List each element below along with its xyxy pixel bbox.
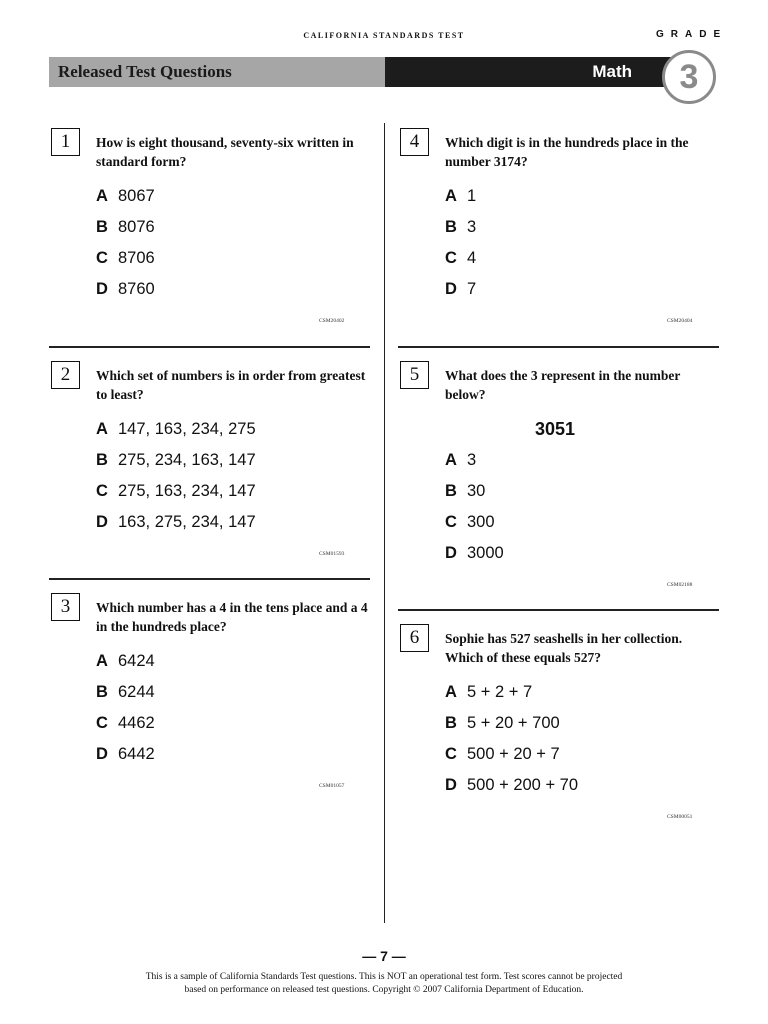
choice-letter: A [445, 187, 457, 205]
choice-text: 8067 [118, 187, 155, 205]
choice-a[interactable] [96, 652, 155, 671]
choice-text: 500 + 200 + 70 [467, 776, 579, 794]
choice-d[interactable] [96, 745, 155, 764]
choice-text: 300 [467, 513, 495, 531]
question-text: Which digit is in the hundreds place in the number 3174? [445, 135, 689, 169]
choice-letter: B [445, 482, 457, 500]
choice-letter: D [445, 544, 457, 562]
choice-a[interactable] [445, 187, 476, 206]
choice-text: 8760 [118, 280, 155, 298]
subject-label: Math [592, 62, 632, 81]
choice-b[interactable] [445, 218, 476, 237]
choice-text: 4462 [118, 714, 155, 732]
footer-line-1: This is a sample of California Standards Test questions. This is NOT an operational test form. Test scores cannot be projected [145, 972, 623, 982]
choice-letter: C [96, 249, 108, 267]
choice-b[interactable] [445, 482, 485, 501]
choice-d[interactable] [445, 280, 476, 299]
choice-text: 3 [467, 451, 477, 469]
question-number: 6 [400, 624, 429, 652]
question-text: What does the 3 represent in the number below? [445, 368, 681, 402]
choice-d[interactable] [96, 513, 256, 532]
test-name: CALIFORNIA STANDARDS TEST [303, 31, 465, 40]
choice-letter: A [96, 652, 108, 670]
number-figure: 3051 [535, 419, 576, 439]
choice-b[interactable] [445, 714, 560, 733]
choice-c[interactable] [445, 249, 476, 268]
choice-text: 275, 163, 234, 147 [118, 482, 256, 500]
choice-letter: A [445, 683, 457, 701]
footer-line-2: based on performance on released test questions. Copyright © 2007 California Department of Education. [184, 985, 584, 995]
choice-d[interactable] [96, 280, 155, 299]
choice-text: 7 [467, 280, 477, 298]
choice-letter: A [96, 187, 108, 205]
choice-text: 3000 [467, 544, 504, 562]
question-divider [49, 346, 370, 348]
item-code: CSM02188 [667, 582, 693, 588]
choice-letter: B [96, 683, 108, 701]
question-number: 3 [51, 593, 80, 621]
question-number: 2 [51, 361, 80, 389]
grade-label: GRADE [656, 29, 728, 40]
choice-letter: D [96, 513, 108, 531]
choice-c[interactable] [445, 513, 495, 532]
choice-text: 6244 [118, 683, 155, 701]
banner-right [385, 57, 675, 87]
item-code: CSM01593 [319, 551, 345, 557]
question-text: How is eight thousand, seventy-six written in standard form? [96, 135, 354, 169]
choice-a[interactable] [445, 451, 476, 470]
choice-text: 163, 275, 234, 147 [118, 513, 256, 531]
question-divider [398, 346, 719, 348]
item-code: CSM01057 [319, 783, 345, 789]
column-divider [384, 123, 385, 923]
choice-c[interactable] [96, 714, 155, 733]
choice-b[interactable] [96, 218, 155, 237]
choice-text: 147, 163, 234, 275 [118, 420, 256, 438]
choice-letter: B [96, 451, 108, 469]
question-divider [398, 609, 719, 611]
choice-d[interactable] [445, 544, 504, 563]
choice-text: 6424 [118, 652, 155, 670]
question-text: Which number has a 4 in the tens place and a 4 in the hundreds place? [96, 600, 368, 634]
choice-letter: A [445, 451, 457, 469]
question-number: 1 [51, 128, 80, 156]
page-number: — 7 — [362, 948, 406, 964]
item-code: CSM20402 [319, 318, 345, 324]
choice-letter: D [96, 745, 108, 763]
choice-text: 3 [467, 218, 477, 236]
banner-title: Released Test Questions [58, 62, 232, 81]
choice-letter: C [445, 249, 457, 267]
question-text: Sophie has 527 seashells in her collection. Which of these equals 527? [445, 631, 683, 665]
choice-b[interactable] [96, 451, 256, 470]
choice-a[interactable] [445, 683, 532, 702]
choice-b[interactable] [96, 683, 155, 702]
choice-text: 8076 [118, 218, 155, 236]
item-code: CSM20404 [667, 318, 693, 324]
choice-text: 30 [467, 482, 486, 500]
choice-letter: C [445, 513, 457, 531]
question-text: Which set of numbers is in order from greatest to least? [96, 368, 366, 402]
choice-c[interactable] [96, 482, 256, 501]
footer-disclaimer [0, 971, 768, 997]
choice-a[interactable] [96, 420, 256, 439]
banner-left [49, 57, 385, 87]
choice-c[interactable] [445, 745, 560, 764]
choice-c[interactable] [96, 249, 155, 268]
choice-text: 8706 [118, 249, 155, 267]
choice-text: 5 + 2 + 7 [467, 683, 533, 701]
choice-letter: B [96, 218, 108, 236]
choice-letter: D [445, 280, 457, 298]
choice-text: 4 [467, 249, 477, 267]
question-number: 5 [400, 361, 429, 389]
choice-d[interactable] [445, 776, 578, 795]
choice-text: 275, 234, 163, 147 [118, 451, 256, 469]
choice-letter: D [96, 280, 108, 298]
choice-letter: D [445, 776, 457, 794]
choice-text: 5 + 20 + 700 [467, 714, 560, 732]
question-number: 4 [400, 128, 429, 156]
choice-letter: B [445, 218, 457, 236]
choice-letter: C [445, 745, 457, 763]
choice-text: 500 + 20 + 7 [467, 745, 560, 763]
choice-letter: A [96, 420, 108, 438]
choice-letter: B [445, 714, 457, 732]
choice-text: 1 [467, 187, 477, 205]
choice-letter: C [96, 482, 108, 500]
choice-a[interactable] [96, 187, 155, 206]
grade-number-circle: 3 [662, 50, 716, 104]
item-code: CSM00051 [667, 814, 693, 820]
question-divider [49, 578, 370, 580]
choice-letter: C [96, 714, 108, 732]
choice-text: 6442 [118, 745, 155, 763]
